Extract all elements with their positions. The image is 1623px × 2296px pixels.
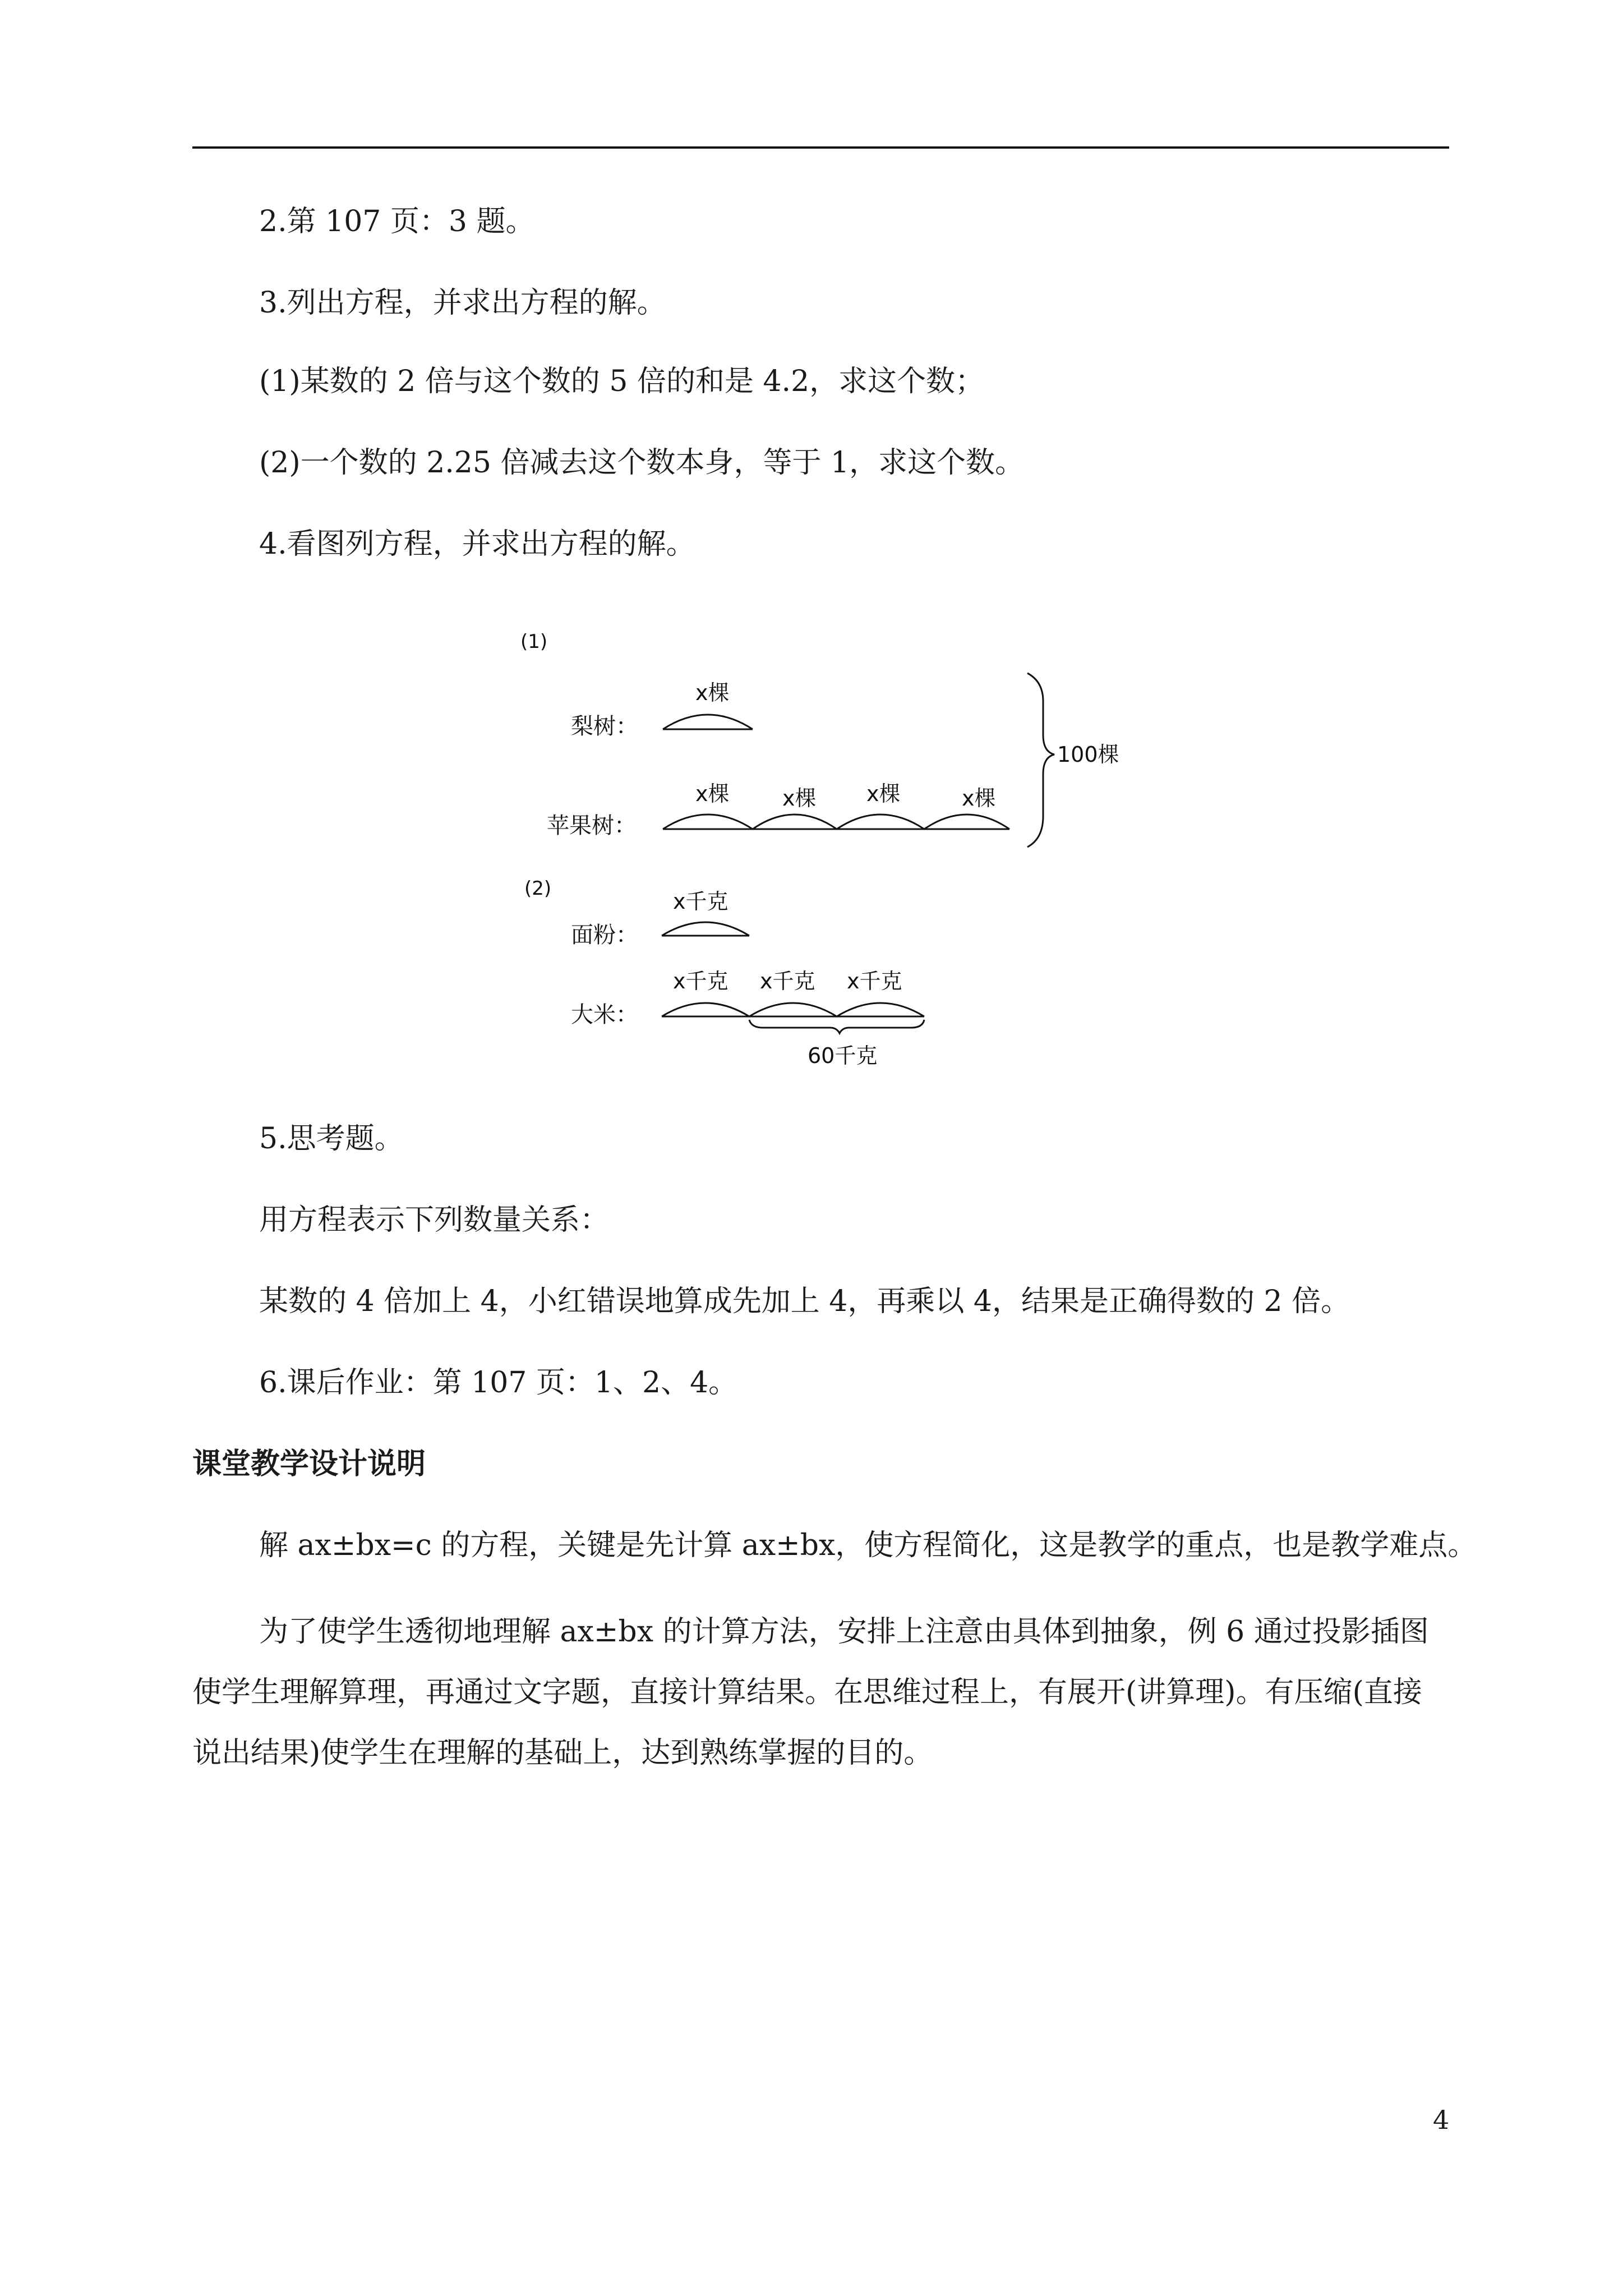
flour-unit: x千克 xyxy=(673,889,728,914)
section-heading: 课堂教学设计说明 xyxy=(192,1447,426,1481)
flour-label: 面粉： xyxy=(571,922,638,948)
diff-brace xyxy=(749,1020,924,1033)
total-label: 100棵 xyxy=(1057,742,1119,767)
pear-unit: x棵 xyxy=(695,680,730,705)
rice-arcs xyxy=(662,1003,924,1016)
item-5-problem: 某数的 4 倍加上 4，小红错误地算成先加上 4，再乘以 4，结果是正确得数的 2 倍。 xyxy=(259,1285,1350,1318)
page-number: 4 xyxy=(1433,2105,1450,2135)
rice-unit-3: x千克 xyxy=(847,969,902,993)
total-brace xyxy=(1027,673,1054,847)
item-5-prompt: 用方程表示下列数量关系： xyxy=(259,1203,610,1237)
pear-arc xyxy=(663,715,753,729)
design-paragraph-2: 为了使学生透彻地理解 ax±bx 的计算方法，安排上注意由具体到抽象，例 6 通过投影插图使学生理解算理，再通过文字题，直接计算结果。在思维过程上，有展开(讲算理)。有压缩(直接说出结果)使学生在理解的基础上，达到熟练掌握的目的。 xyxy=(192,1615,1429,1770)
item-2: 2.第 107 页：3 题。 xyxy=(259,205,535,238)
item-3-1: (1)某数的 2 倍与这个数的 5 倍的和是 4.2，求这个数； xyxy=(259,365,985,398)
header-rule xyxy=(192,146,1449,149)
item-4: 4.看图列方程，并求出方程的解。 xyxy=(259,527,695,561)
diff-label: 60千克 xyxy=(808,1043,878,1068)
rice-unit-2: x千克 xyxy=(760,969,815,993)
part1-label: (1) xyxy=(520,631,548,653)
design-paragraph-1: 解 ax±bx=c 的方程，关键是先计算 ax±bx，使方程简化，这是教学的重点，也是教学难点。 xyxy=(259,1529,1477,1562)
apple-unit-1: x棵 xyxy=(695,781,730,806)
item-6: 6.课后作业：第 107 页：1、2、4。 xyxy=(259,1366,738,1400)
rice-label: 大米： xyxy=(571,1002,638,1028)
part2-label: (2) xyxy=(524,877,552,900)
item-3-2: (2)一个数的 2.25 倍减去这个数本身，等于 1，求这个数。 xyxy=(259,446,1025,480)
flour-arc xyxy=(662,922,749,936)
pear-label: 梨树： xyxy=(571,714,638,739)
equation-diagram xyxy=(505,617,1150,1083)
item-3: 3.列出方程，并求出方程的解。 xyxy=(259,286,666,320)
apple-unit-4: x棵 xyxy=(962,786,996,811)
item-5: 5.思考题。 xyxy=(259,1122,404,1156)
apple-arcs xyxy=(663,815,1009,829)
apple-unit-2: x棵 xyxy=(782,786,817,811)
rice-unit-1: x千克 xyxy=(673,969,728,993)
apple-label: 苹果树： xyxy=(547,813,637,839)
apple-unit-3: x棵 xyxy=(866,781,901,806)
